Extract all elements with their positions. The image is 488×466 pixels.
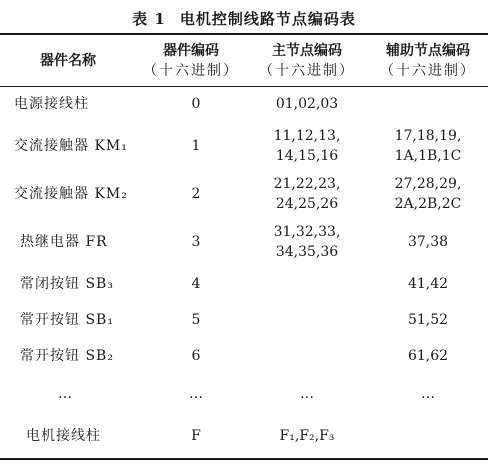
header-device-code: 器件编码 （十六进制） — [143, 42, 239, 79]
device-name-cell: 电机接线柱 — [26, 428, 101, 444]
main-node-cell: 11,12,13, 14,15,16 — [273, 128, 341, 164]
device-code-cell: 3 — [191, 234, 201, 250]
main-node-cell — [246, 338, 368, 374]
aux-node-cell: 27,28,29, 2A,2B,2C — [394, 176, 462, 212]
aux-node-cell: 61,62 — [407, 348, 449, 364]
main-node-cell: 31,32,33, 34,35,36 — [273, 224, 341, 260]
table-row — [0, 170, 488, 218]
main-node-cell: 21,22,23, 24,25,26 — [273, 176, 341, 212]
aux-node-cell: 51,52 — [407, 312, 449, 328]
aux-node-cell: 17,18,19, 1A,1B,1C — [394, 128, 462, 164]
main-node-cell: … — [300, 386, 314, 402]
device-code-cell: 2 — [191, 186, 201, 202]
table-title: 电机控制线路节点编码表 — [179, 10, 356, 28]
header-row — [0, 35, 488, 86]
device-code-cell: 6 — [191, 348, 201, 364]
header-device-name: 器件名称 — [40, 52, 96, 69]
table-row — [0, 86, 488, 122]
table-number: 表 1 — [132, 10, 166, 28]
main-node-cell — [246, 302, 368, 338]
device-name-cell: 热继电器 FR — [20, 234, 108, 250]
device-code-cell: … — [189, 386, 203, 402]
header-aux-node-code: 辅助节点编码 （十六进制） — [380, 42, 476, 79]
aux-node-cell: 37,38 — [407, 234, 449, 250]
main-node-cell: F₁,F₂,F₃ — [279, 428, 335, 444]
aux-node-cell — [368, 414, 488, 458]
aux-node-cell: 41,42 — [407, 276, 449, 292]
node-code-table — [0, 35, 488, 458]
main-node-cell — [246, 266, 368, 302]
device-name-cell: … — [58, 386, 73, 402]
main-node-cell: 01,02,03 — [275, 96, 339, 112]
device-code-cell: 1 — [191, 138, 201, 154]
table-row — [0, 266, 488, 302]
device-name-cell: 常开按钮 SB₁ — [20, 312, 114, 328]
device-name-cell: 交流接触器 KM₁ — [14, 138, 128, 154]
table-row — [0, 218, 488, 266]
table-row — [0, 302, 488, 338]
device-code-cell: F — [191, 428, 201, 444]
table-row — [0, 374, 488, 414]
table-row — [0, 338, 488, 374]
aux-node-cell: … — [421, 386, 435, 402]
device-code-cell: 0 — [191, 96, 201, 112]
device-code-cell: 4 — [191, 276, 201, 292]
table-row — [0, 414, 488, 458]
device-name-cell: 常开按钮 SB₂ — [20, 348, 114, 364]
aux-node-cell — [368, 86, 488, 122]
header-main-node-code: 主节点编码 （十六进制） — [259, 42, 355, 79]
table-caption — [0, 8, 488, 29]
table-row — [0, 122, 488, 170]
device-name-cell: 交流接触器 KM₂ — [14, 186, 128, 202]
bottom-rule — [0, 458, 488, 460]
device-code-cell: 5 — [191, 312, 201, 328]
device-name-cell: 常闭按钮 SB₃ — [20, 276, 114, 292]
device-name-cell: 电源接线柱 — [14, 96, 89, 112]
